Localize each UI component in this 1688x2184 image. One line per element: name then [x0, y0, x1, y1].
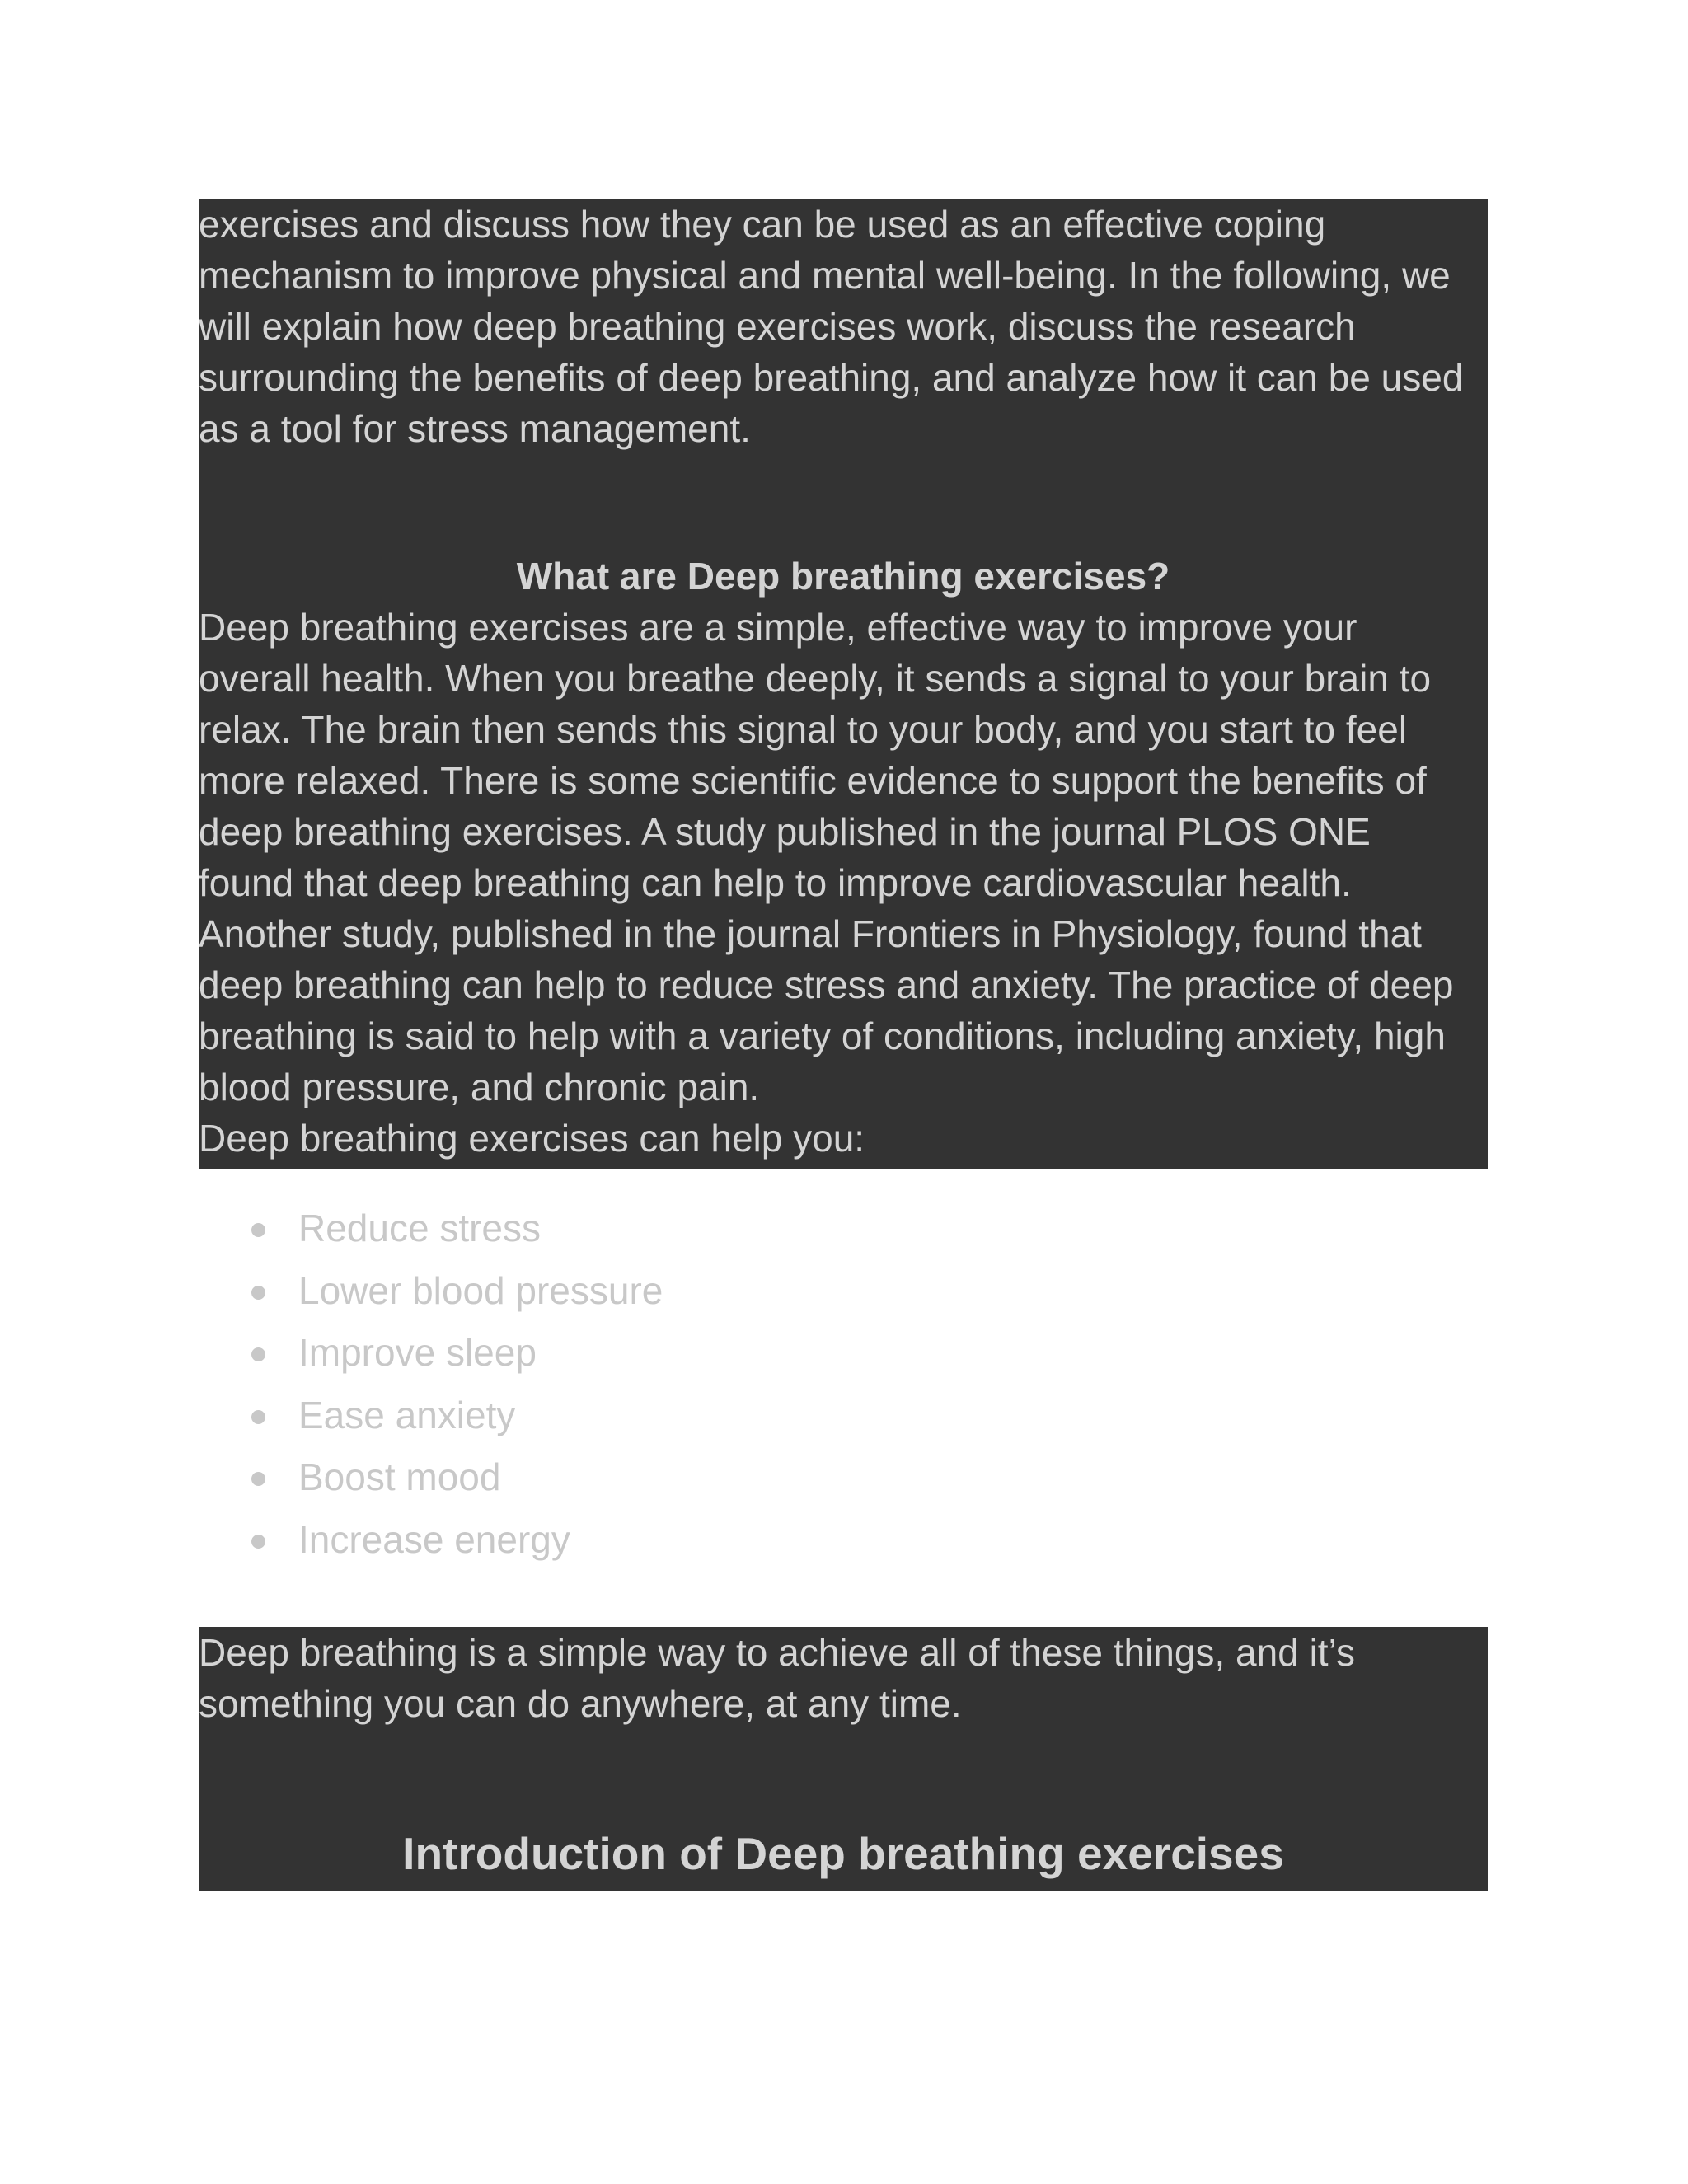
list-item-label: Ease anxiety	[298, 1393, 516, 1436]
list-item-label: Boost mood	[298, 1455, 501, 1498]
content-block-1	[199, 199, 1488, 1169]
bullet-icon	[251, 1286, 265, 1300]
content-block-2	[199, 1627, 1488, 1891]
bullet-icon	[251, 1535, 265, 1549]
section-heading: What are Deep breathing exercises?	[516, 555, 1170, 598]
body-paragraph	[199, 602, 1453, 1164]
text-line: more relaxed. There is some scientific evidence to support the benefits of	[199, 759, 1427, 802]
text-line: breathing is said to help with a variety of conditions, including anxiety, high	[199, 1015, 1446, 1057]
list-item-label: Improve sleep	[298, 1331, 537, 1374]
list-item	[247, 1265, 663, 1328]
text-line: Deep breathing exercises are a simple, effective way to improve your	[199, 606, 1357, 649]
text-line: found that deep breathing can help to improve cardiovascular health.	[199, 861, 1352, 904]
text-line: deep breathing exercises. A study published in the journal PLOS ONE	[199, 810, 1371, 853]
text-line: mechanism to improve physical and mental well-being. In the following, we	[199, 254, 1451, 297]
bullet-icon	[251, 1472, 265, 1486]
section-title: Introduction of Deep breathing exercises	[402, 1828, 1284, 1879]
list-item	[247, 1390, 663, 1452]
list-item	[247, 1514, 663, 1577]
text-line: exercises and discuss how they can be used as an effective coping	[199, 203, 1326, 246]
bullet-icon	[251, 1223, 265, 1237]
list-item-label: Increase energy	[298, 1517, 570, 1561]
summary-paragraph	[199, 1627, 1355, 1729]
text-line: something you can do anywhere, at any time.	[199, 1682, 962, 1725]
text-line: deep breathing can help to reduce stress and anxiety. The practice of deep	[199, 963, 1454, 1006]
text-line: overall health. When you breathe deeply, it sends a signal to your brain to	[199, 657, 1432, 700]
list-item	[247, 1327, 663, 1390]
text-line: surrounding the benefits of deep breathing, and analyze how it can be used	[199, 356, 1464, 399]
text-line: Deep breathing is a simple way to achieve all of these things, and it’s	[199, 1631, 1355, 1674]
list-item	[247, 1202, 663, 1265]
text-line: Deep breathing exercises can help you:	[199, 1117, 865, 1160]
benefits-list	[247, 1202, 663, 1576]
list-item-label: Lower blood pressure	[298, 1268, 663, 1312]
list-item-label: Reduce stress	[298, 1207, 542, 1249]
text-line: relax. The brain then sends this signal to your body, and you start to feel	[199, 708, 1408, 751]
bullet-icon	[251, 1347, 265, 1361]
text-line: blood pressure, and chronic pain.	[199, 1066, 760, 1108]
intro-paragraph	[199, 199, 1463, 454]
text-line: will explain how deep breathing exercises work, discuss the research	[199, 305, 1356, 348]
text-line: as a tool for stress management.	[199, 407, 751, 450]
bullet-icon	[251, 1410, 265, 1424]
text-line: Another study, published in the journal Frontiers in Physiology, found that	[199, 912, 1422, 955]
list-item	[247, 1451, 663, 1514]
